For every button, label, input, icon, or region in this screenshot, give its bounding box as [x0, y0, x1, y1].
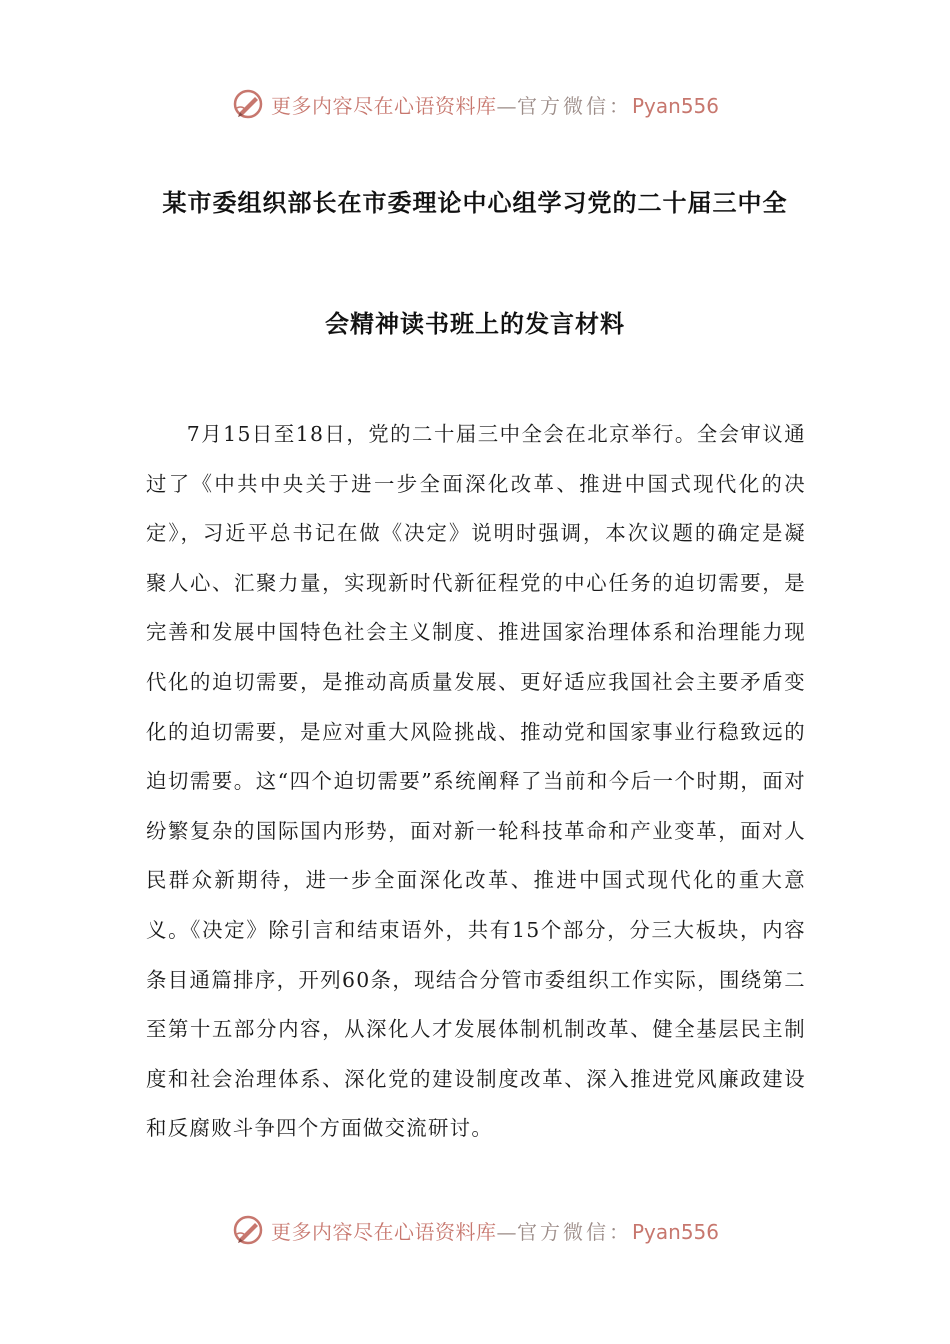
watermark-text — [271, 1216, 719, 1245]
watermark-wechat-id: Pyan556 — [631, 1219, 719, 1244]
footer-watermark — [0, 1210, 950, 1250]
watermark-wechat-label: 官方微信： — [516, 1219, 632, 1244]
watermark-dash: — — [496, 93, 517, 118]
body-paragraph: 7月15日至18日，党的二十届三中全会在北京举行。全会审议通过了《中共中央关于进一步全面深化改革、推进中国式现代化的决定》，习近平总书记在做《决定》说明时强调，本次议题的确定是凝聚人心、汇聚力量，实现新时代新征程党的中心任务的迫切需要，是完善和发展中国特色社会主义制度、推进国家治理体系和治理能力现代化的迫切需要，是推动高质量发展、更好适应我国社会主要矛盾变化的迫切需要，是应对重大风险挑战、推动党和国家事业行稳致远的迫切需要。这“四个迫切需要”系统阐释了当前和今后一个时期，面对纷繁复杂的国际国内形势，面对新一轮科技革命和产业变革，面对人民群众新期待，进一步全面深化改革、推进中国式现代化的重大意义。《决定》除引言和结束语外，共有15个部分，分三大板块，内容条目通篇排序，开列60条，现结合分管市委组织工作实际，围绕第二至第十五部分内容，从深化人才发展体制机制改革、健全基层民主制度和社会治理体系、深化党的建设制度改革、深入推进党风廉政建设和反腐败斗争四个方面做交流研讨。 — [146, 422, 806, 1141]
document-title-line-1: 某市委组织部长在市委理论中心组学习党的二十届三中全 — [162, 189, 788, 217]
watermark-text — [271, 90, 719, 119]
watermark-brand: 更多内容尽在心语资料库 — [270, 1219, 497, 1244]
document-title-line-2: 会精神读书班上的发言材料 — [325, 310, 625, 338]
watermark-brand: 更多内容尽在心语资料库 — [270, 93, 497, 118]
watermark-wechat-label: 官方微信： — [516, 93, 632, 118]
pen-logo-icon — [231, 1213, 265, 1247]
watermark-wechat-id: Pyan556 — [631, 93, 719, 118]
pen-logo-icon — [231, 87, 265, 121]
header-watermark — [0, 84, 950, 124]
watermark-dash: — — [496, 1219, 517, 1244]
